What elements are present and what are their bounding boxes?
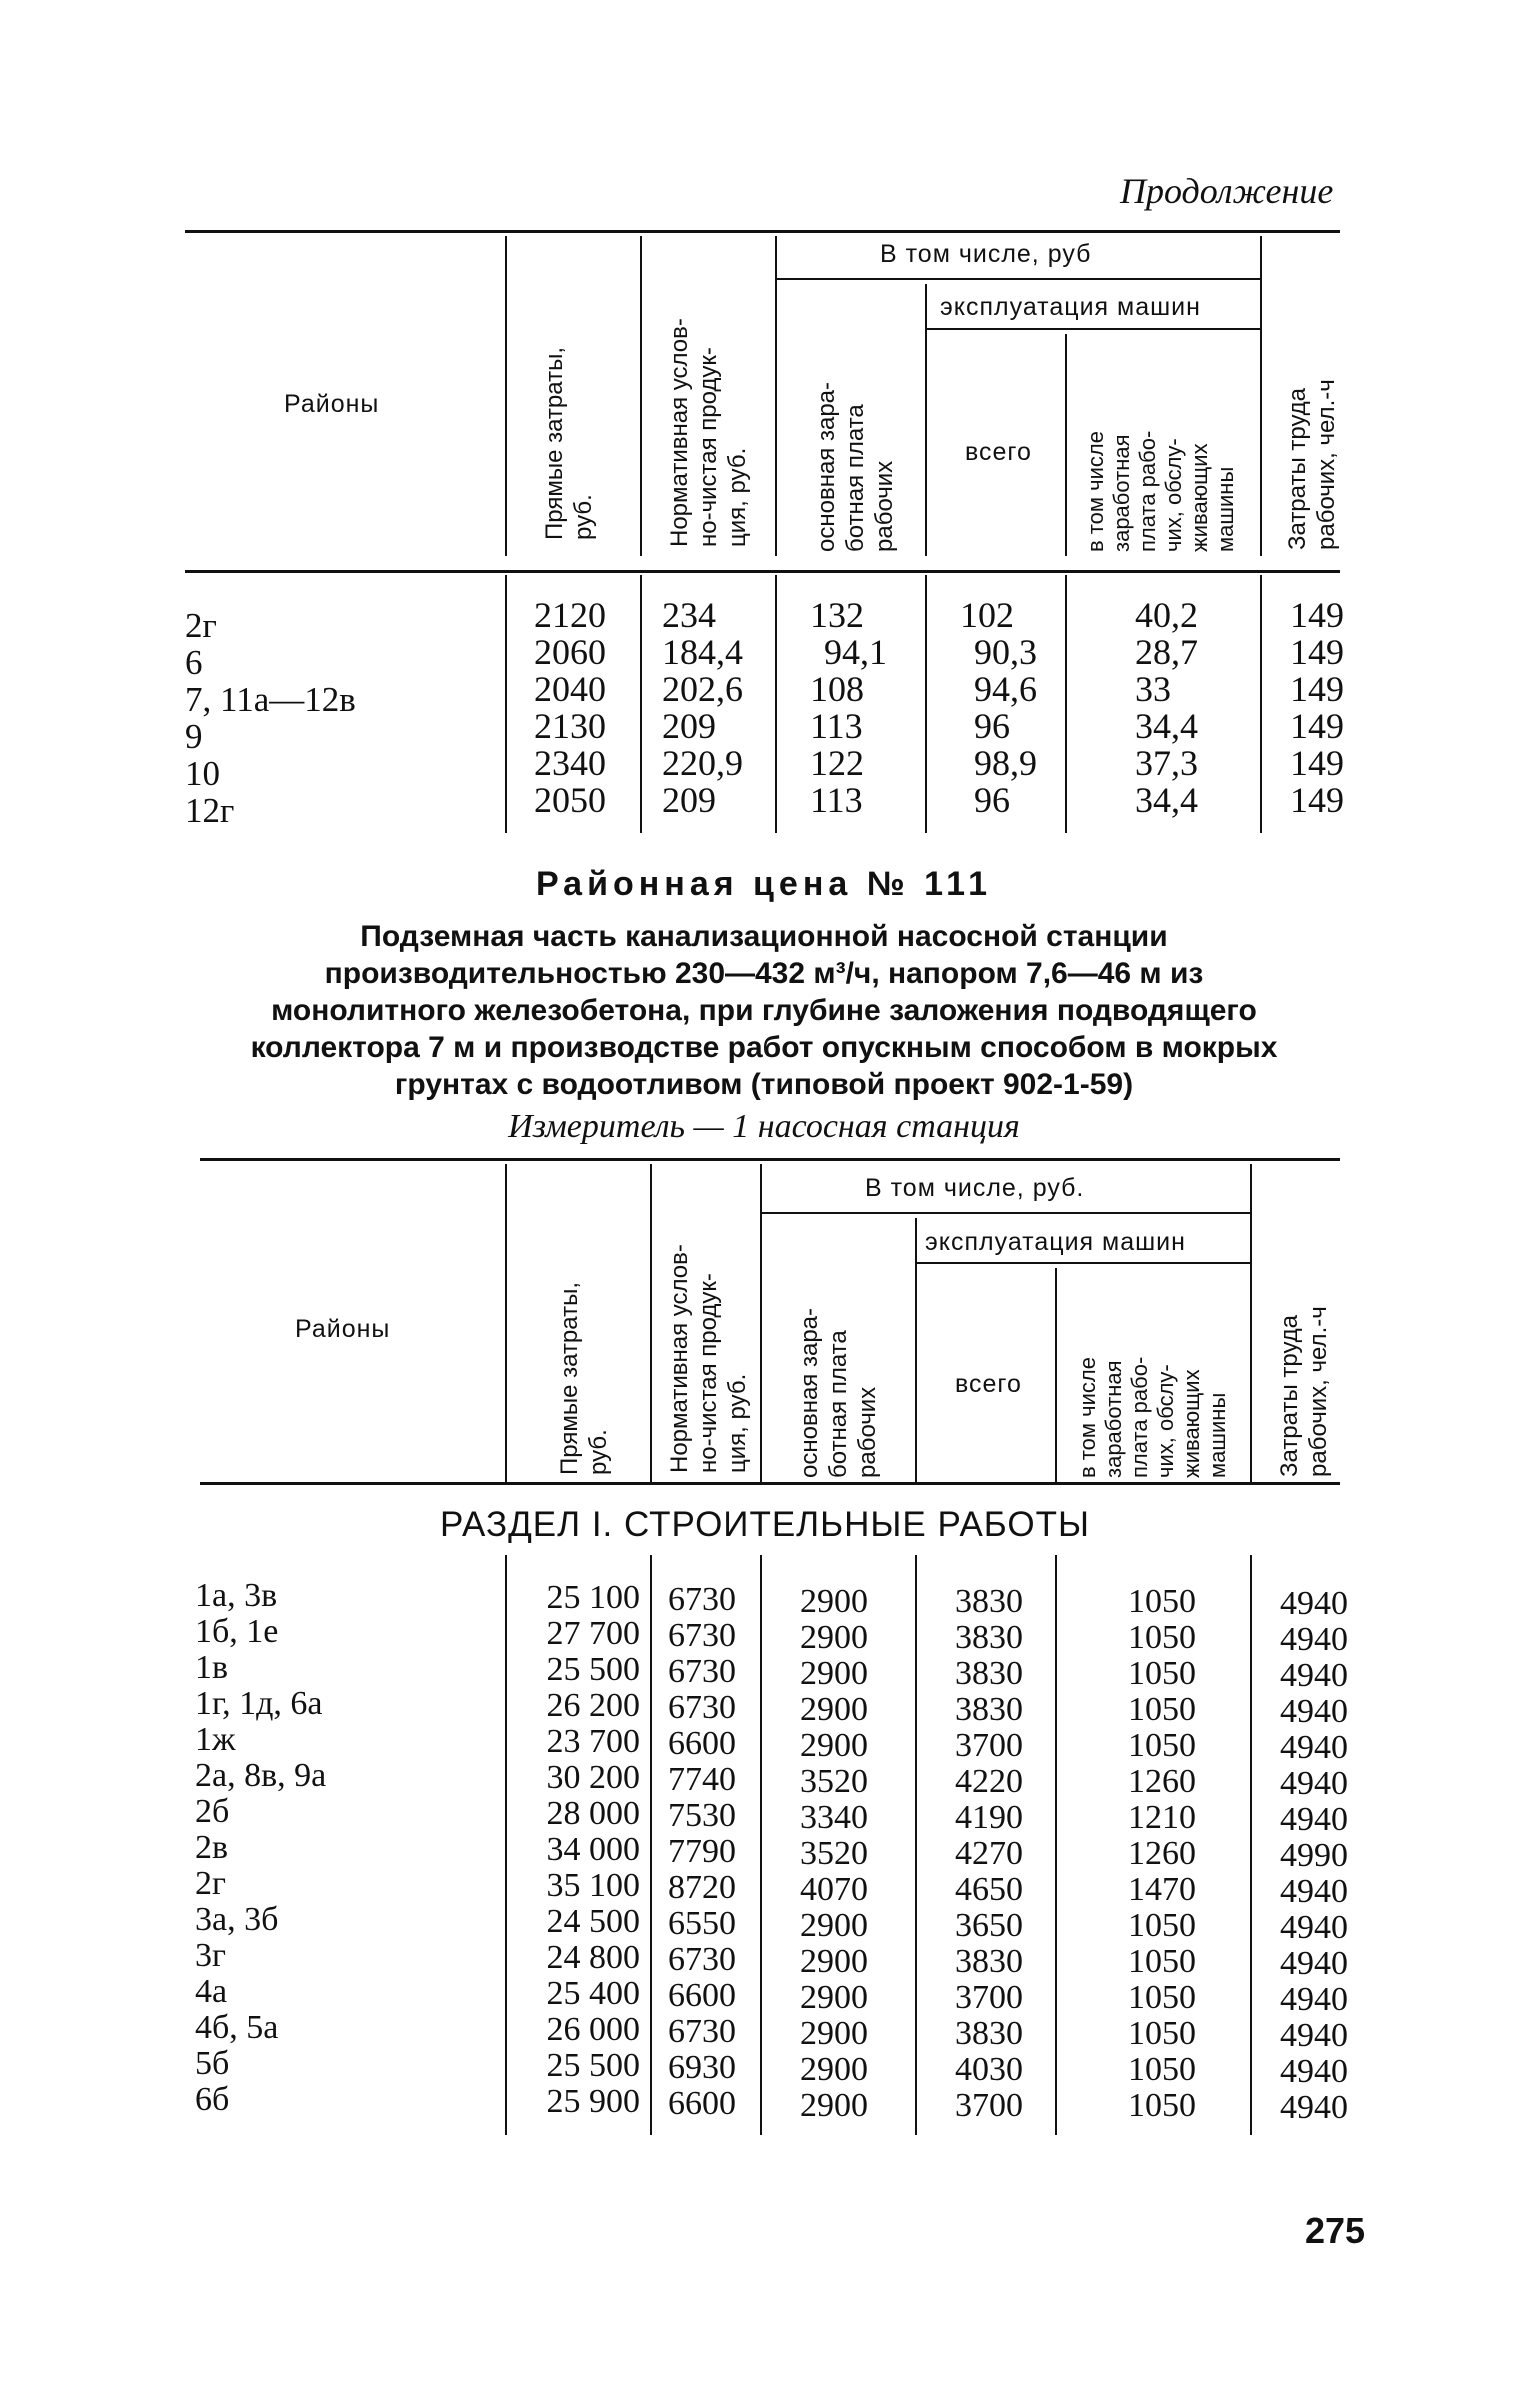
table-cell: 1260 — [1128, 1835, 1196, 1872]
table-cell: 220,9 — [662, 743, 743, 783]
table-cell: 2900 — [800, 2015, 868, 2052]
description-line: Подземная часть канализационной насосной станции — [360, 920, 1168, 953]
table-cell: 209 — [662, 780, 716, 820]
table-cell: 1050 — [1128, 1691, 1196, 1728]
table-cell: 3700 — [955, 1979, 1023, 2016]
table-cell: 1050 — [1128, 2015, 1196, 2052]
table-cell: 149 — [1290, 669, 1344, 709]
table-cell: 4940 — [1280, 1765, 1348, 1802]
table-cell: 6730 — [668, 1689, 736, 1726]
description — [0, 918, 1528, 1103]
table-cell: 1050 — [1128, 2087, 1196, 2124]
table-row: 2г — [195, 1865, 226, 1902]
header-base-wage: основная зара- ботная плата рабочих — [796, 1307, 881, 1478]
header-direct-costs: Прямые затраты, руб. — [541, 347, 597, 540]
table2-col-labor — [1280, 1586, 1360, 2126]
table-cell: 90,3 — [974, 632, 1037, 672]
table2-col-region — [195, 1578, 500, 2118]
table-row: 3а, 3б — [195, 1901, 279, 1938]
table-row: 1г, 1д, 6а — [195, 1685, 323, 1722]
table-cell: 24 500 — [546, 1903, 640, 1940]
table-cell: 4990 — [1280, 1837, 1348, 1874]
header-regions: Районы — [284, 390, 380, 418]
table-cell: 96 — [974, 706, 1010, 746]
table-cell: 4940 — [1280, 2053, 1348, 2090]
table-cell: 25 500 — [546, 1651, 640, 1688]
table-cell: 4940 — [1280, 1945, 1348, 1982]
table-cell: 6730 — [668, 1941, 736, 1978]
table-cell: 6600 — [668, 2085, 736, 2122]
table-cell: 202,6 — [662, 669, 743, 709]
table2-col-direct — [520, 1580, 640, 2120]
header-base-wage: основная зара- ботная плата рабочих — [813, 381, 898, 552]
table-cell: 3830 — [955, 2015, 1023, 2052]
table-cell: 6550 — [668, 1905, 736, 1942]
header-total: всего — [965, 438, 1032, 466]
table-cell: 102 — [960, 595, 1014, 635]
table-cell: 24 800 — [546, 1939, 640, 1976]
table-cell: 3700 — [955, 2087, 1023, 2124]
table-cell: 3650 — [955, 1907, 1023, 1944]
table-cell: 98,9 — [974, 743, 1037, 783]
table-cell: 6930 — [668, 2049, 736, 2086]
table-cell: 149 — [1290, 706, 1344, 746]
table-cell: 26 200 — [546, 1687, 640, 1724]
table-cell: 25 400 — [546, 1975, 640, 2012]
table-cell: 234 — [662, 595, 716, 635]
table-cell: 94,6 — [974, 669, 1037, 709]
table-cell: 37,3 — [1135, 743, 1198, 783]
table-cell: 2040 — [534, 669, 606, 709]
table2-col-normative — [668, 1582, 748, 2122]
table-cell: 1050 — [1128, 1907, 1196, 1944]
header-direct-costs: Прямые затраты, руб. — [556, 1282, 612, 1475]
table1-col-total — [960, 597, 1060, 819]
table-cell: 149 — [1290, 595, 1344, 635]
header-including: В том числе, руб — [880, 240, 1092, 268]
table-cell: 4940 — [1280, 1873, 1348, 1910]
table-cell: 6730 — [668, 1617, 736, 1654]
table-row: 3г — [195, 1937, 226, 1974]
table-cell: 2900 — [800, 1979, 868, 2016]
table-cell: 27 700 — [546, 1615, 640, 1652]
table-cell: 149 — [1290, 743, 1344, 783]
table-cell: 113 — [810, 780, 863, 820]
header-including: В том числе, руб. — [865, 1174, 1085, 1202]
table1-col-normative — [662, 597, 772, 819]
table-cell: 28,7 — [1135, 632, 1198, 672]
table-cell: 25 900 — [546, 2083, 640, 2120]
table-cell: 23 700 — [546, 1723, 640, 1760]
table-cell: 3830 — [955, 1943, 1023, 1980]
price-title: Районная цена № 111 — [535, 865, 993, 903]
table-row: 1б, 1е — [195, 1613, 279, 1650]
description-line: грунтах с водоотливом (типовой проект 902-1-59) — [394, 1068, 1134, 1101]
table-cell: 7530 — [668, 1797, 736, 1834]
description-line: коллектора 7 м и производстве работ опускным способом в мокрых — [250, 1031, 1278, 1064]
table-row: 4а — [195, 1973, 228, 2010]
table-cell: 25 100 — [546, 1579, 640, 1616]
table-cell: 6730 — [668, 1581, 736, 1618]
table-cell: 2900 — [800, 2051, 868, 2088]
table2-col-wage — [800, 1584, 900, 2124]
table-row: 6б — [195, 2081, 230, 2118]
table-cell: 2900 — [800, 2087, 868, 2124]
table-cell: 2900 — [800, 1907, 868, 1944]
table-cell: 4190 — [955, 1799, 1023, 1836]
table-row: 12г — [185, 791, 235, 830]
table-cell: 34,4 — [1135, 780, 1198, 820]
table-cell: 1210 — [1128, 1799, 1196, 1836]
table1-col-region — [185, 607, 495, 829]
table-cell: 7790 — [668, 1833, 736, 1870]
table-cell: 4940 — [1280, 1729, 1348, 1766]
table-cell: 3700 — [955, 1727, 1023, 1764]
table1-col-wage — [810, 597, 920, 819]
table-row: 1в — [195, 1649, 229, 1686]
description-line: монолитного железобетона, при глубине заложения подводящего — [271, 994, 1257, 1027]
table1-col-machine-wage — [1135, 597, 1245, 819]
table-cell: 4940 — [1280, 1585, 1348, 1622]
measure: Измеритель — 1 насосная станция — [508, 1108, 1020, 1145]
table-cell: 113 — [810, 706, 863, 746]
table-cell: 2050 — [534, 780, 606, 820]
table-cell: 6600 — [668, 1725, 736, 1762]
table-cell: 7740 — [668, 1761, 736, 1798]
table-cell: 149 — [1290, 632, 1344, 672]
header-total: всего — [955, 1370, 1022, 1398]
table-cell: 3520 — [800, 1835, 868, 1872]
description-line: производительностью 230—432 м³/ч, напором 7,6—46 м из — [324, 957, 1204, 990]
table-cell: 132 — [810, 595, 864, 635]
table-cell: 2120 — [534, 595, 606, 635]
table-cell: 2900 — [800, 1619, 868, 1656]
table-cell: 6730 — [668, 1653, 736, 1690]
table-row: 9 — [185, 717, 203, 756]
table-cell: 3520 — [800, 1763, 868, 1800]
table-cell: 4940 — [1280, 2017, 1348, 2054]
table-cell: 1050 — [1128, 2051, 1196, 2088]
table-cell: 94,1 — [824, 632, 887, 672]
table-cell: 1050 — [1128, 1583, 1196, 1620]
table-row: 2а, 8в, 9а — [195, 1757, 327, 1794]
table-cell: 4940 — [1280, 1909, 1348, 1946]
table-cell: 2900 — [800, 1655, 868, 1692]
header-normative-output: Нормативная услов- но-чистая продук- ция, руб. — [666, 318, 751, 547]
table-cell: 35 100 — [546, 1867, 640, 1904]
header-normative-output: Нормативная услов- но-чистая продук- ция, руб. — [666, 1244, 751, 1473]
table-cell: 26 000 — [546, 2011, 640, 2048]
table-cell: 2900 — [800, 1727, 868, 1764]
table-cell: 30 200 — [546, 1759, 640, 1796]
table-row: 4б, 5а — [195, 2009, 279, 2046]
table-row: 5б — [195, 2045, 230, 2082]
table-cell: 1470 — [1128, 1871, 1196, 1908]
table-cell: 34,4 — [1135, 706, 1198, 746]
header-incl-wage: в том числе заработная плата рабо- чих, обслу- живающих машины — [1083, 430, 1238, 552]
table-cell: 2900 — [800, 1691, 868, 1728]
table-cell: 108 — [810, 669, 864, 709]
table-cell: 1050 — [1128, 1619, 1196, 1656]
table-cell: 209 — [662, 706, 716, 746]
table-cell: 2900 — [800, 1943, 868, 1980]
table-cell: 1050 — [1128, 1727, 1196, 1764]
table-cell: 184,4 — [662, 632, 743, 672]
table-cell: 4220 — [955, 1763, 1023, 1800]
table-cell: 4650 — [955, 1871, 1023, 1908]
table-cell: 2130 — [534, 706, 606, 746]
table-row: 6 — [185, 643, 203, 682]
table2-col-machine-wage — [1128, 1584, 1228, 2124]
table-cell: 4940 — [1280, 1657, 1348, 1694]
header-regions: Районы — [295, 1315, 391, 1343]
table-cell: 2340 — [534, 743, 606, 783]
table-cell: 25 500 — [546, 2047, 640, 2084]
table1-col-labor — [1290, 597, 1360, 819]
table2-col-total — [955, 1584, 1055, 2124]
table-cell: 1260 — [1128, 1763, 1196, 1800]
table1-col-direct — [520, 597, 620, 819]
table-cell: 4940 — [1280, 1981, 1348, 2018]
table-row: 1а, 3в — [195, 1577, 278, 1614]
page-number: 275 — [1305, 2210, 1366, 2251]
table-cell: 40,2 — [1135, 595, 1198, 635]
table-cell: 8720 — [668, 1869, 736, 1906]
table-cell: 6600 — [668, 1977, 736, 2014]
table-cell: 4940 — [1280, 2089, 1348, 2126]
table-cell: 4270 — [955, 1835, 1023, 1872]
table-row: 10 — [185, 754, 220, 793]
table-cell: 3340 — [800, 1799, 868, 1836]
table-cell: 33 — [1135, 669, 1171, 709]
table-cell: 4940 — [1280, 1693, 1348, 1730]
table-row: 2г — [185, 606, 217, 645]
table-cell: 96 — [974, 780, 1010, 820]
table-cell: 122 — [810, 743, 864, 783]
table-cell: 34 000 — [546, 1831, 640, 1868]
table-row: 2б — [195, 1793, 230, 1830]
header-labor: Затраты труда рабочих, чел.-ч — [1276, 1306, 1332, 1477]
table-cell: 4940 — [1280, 1621, 1348, 1658]
table-cell: 149 — [1290, 780, 1344, 820]
table-cell: 2060 — [534, 632, 606, 672]
table-cell: 3830 — [955, 1655, 1023, 1692]
table-cell: 28 000 — [546, 1795, 640, 1832]
table-row: 2в — [195, 1829, 229, 1866]
table-row: 7, 11а—12в — [185, 680, 356, 719]
table-cell: 3830 — [955, 1583, 1023, 1620]
table-cell: 1050 — [1128, 1943, 1196, 1980]
header-machine-operation: эксплуатация машин — [925, 1228, 1186, 1256]
table-cell: 4030 — [955, 2051, 1023, 2088]
header-machine-operation: эксплуатация машин — [940, 293, 1201, 321]
table-cell: 4070 — [800, 1871, 868, 1908]
header-labor: Затраты труда рабочих, чел.-ч — [1284, 379, 1340, 550]
section-title: РАЗДЕЛ I. СТРОИТЕЛЬНЫЕ РАБОТЫ — [440, 1505, 1090, 1544]
table-cell: 2900 — [800, 1583, 868, 1620]
table-cell: 4940 — [1280, 1801, 1348, 1838]
table-row: 1ж — [195, 1721, 236, 1758]
table-cell: 3830 — [955, 1691, 1023, 1728]
header-incl-wage: в том числе заработная плата рабо- чих, обслу- живающих машины — [1075, 1356, 1230, 1478]
running-header: Продолжение — [1120, 171, 1334, 211]
table-cell: 3830 — [955, 1619, 1023, 1656]
table-cell: 1050 — [1128, 1655, 1196, 1692]
table-cell: 6730 — [668, 2013, 736, 2050]
table-cell: 1050 — [1128, 1979, 1196, 2016]
